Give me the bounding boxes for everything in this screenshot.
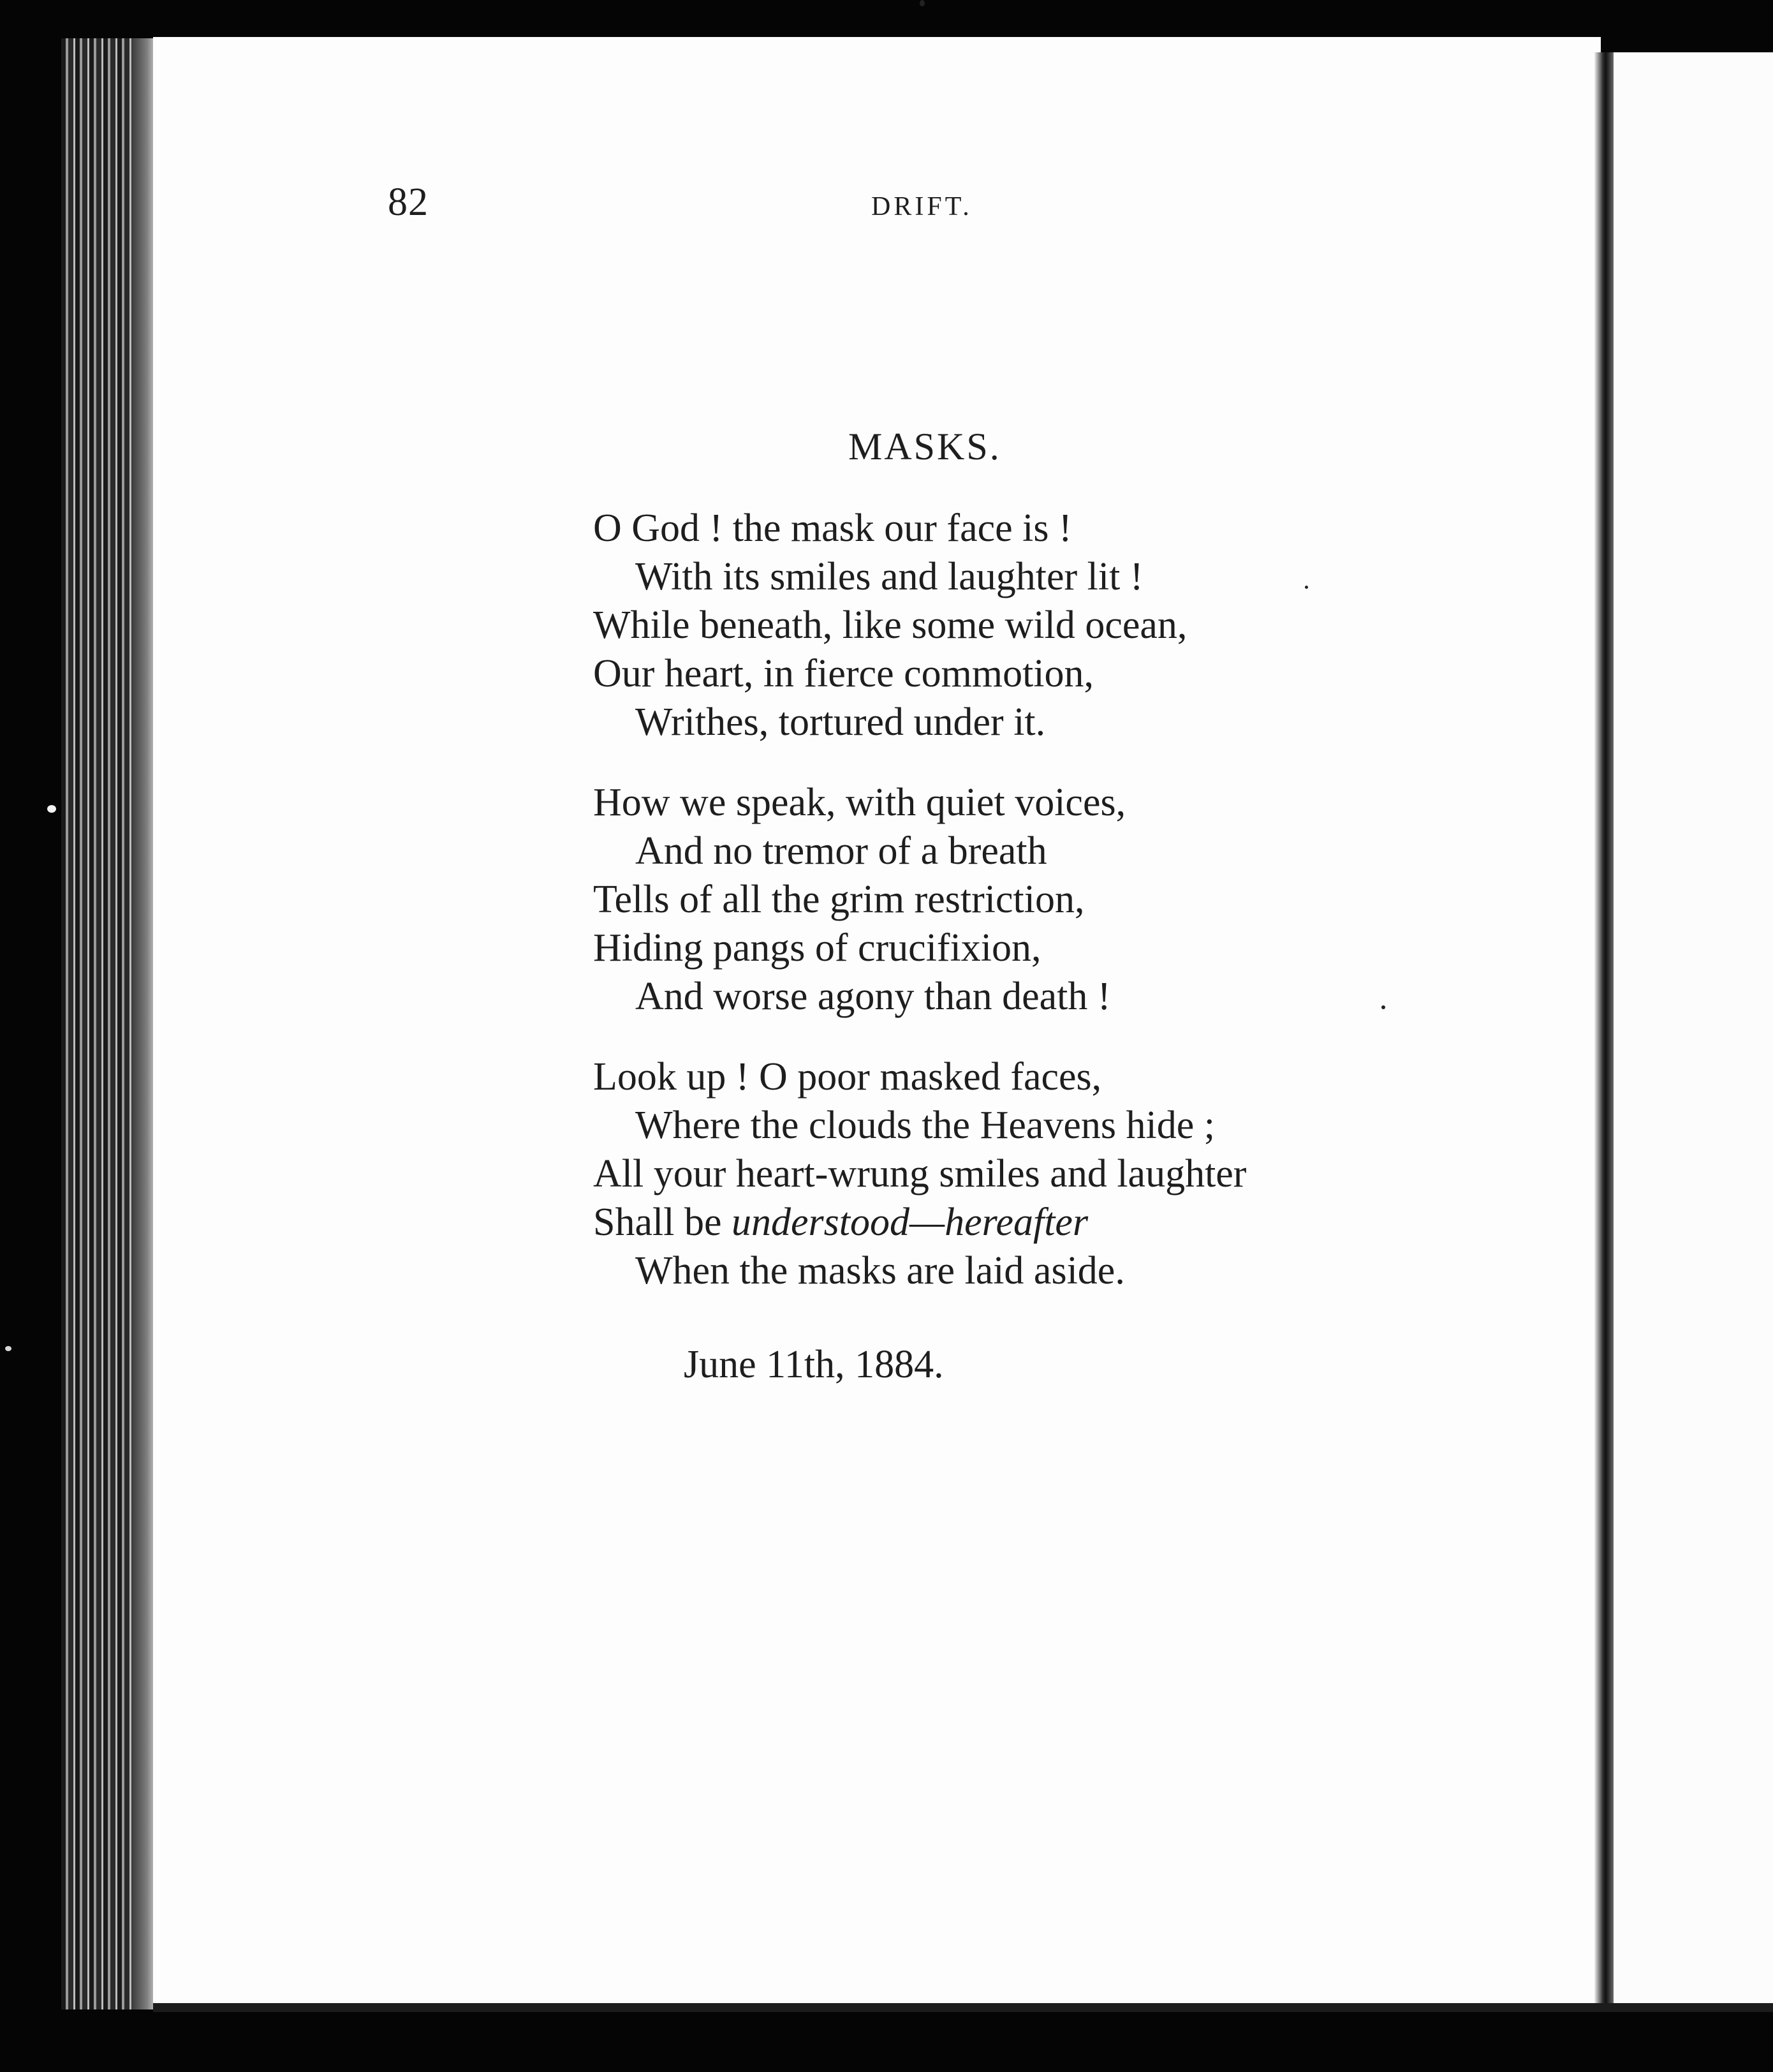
poem-line: When the masks are laid aside.: [635, 1249, 1125, 1292]
poem-line: How we speak, with quiet voices,: [593, 781, 1126, 824]
poem-title: MASKS.: [848, 426, 1001, 468]
poem-line: While beneath, like some wild ocean,: [593, 603, 1188, 647]
poem-line: All your heart-wrung smiles and laughter: [593, 1152, 1247, 1195]
stanza-2: [593, 778, 1246, 1021]
poem-line: O God ! the mask our face is !: [593, 507, 1072, 550]
scan-speck: [920, 0, 925, 6]
poem-line: Hiding pangs of crucifixion,: [593, 926, 1041, 970]
poem-line: Where the clouds the Heavens hide ;: [635, 1104, 1215, 1147]
poem-date: June 11th, 1884.: [684, 1343, 944, 1386]
bottom-shadow: [153, 2003, 1773, 2012]
scan-speck: [47, 805, 56, 813]
book-gutter: [1594, 52, 1614, 2011]
poem-line: Tells of all the grim restriction,: [593, 878, 1085, 921]
poem-line: And no tremor of a breath: [635, 829, 1047, 873]
stanza-1: [593, 504, 1246, 746]
poem-line: Writhes, tortured under it.: [635, 700, 1046, 744]
stanza-3: [593, 1053, 1246, 1295]
facing-page-edge: [1614, 52, 1773, 2011]
page-number: 82: [388, 181, 429, 224]
poem-line: With its smiles and laughter lit !: [635, 555, 1144, 598]
poem-line: And worse agony than death !: [635, 975, 1111, 1018]
poem-line-with-italic: [593, 1198, 1246, 1247]
poem-line-text: Shall be: [593, 1201, 722, 1244]
poem-line: Look up ! O poor masked faces,: [593, 1055, 1102, 1099]
italic-phrase: understood—hereafter: [731, 1201, 1089, 1244]
poem-body: [593, 504, 1246, 1327]
poem-line: Our heart, in fierce commotion,: [593, 652, 1094, 695]
scan-speck: [1381, 1005, 1385, 1009]
running-head: DRIFT.: [871, 192, 973, 221]
scan-speck: [5, 1346, 11, 1351]
scan-speck: [1305, 586, 1308, 589]
